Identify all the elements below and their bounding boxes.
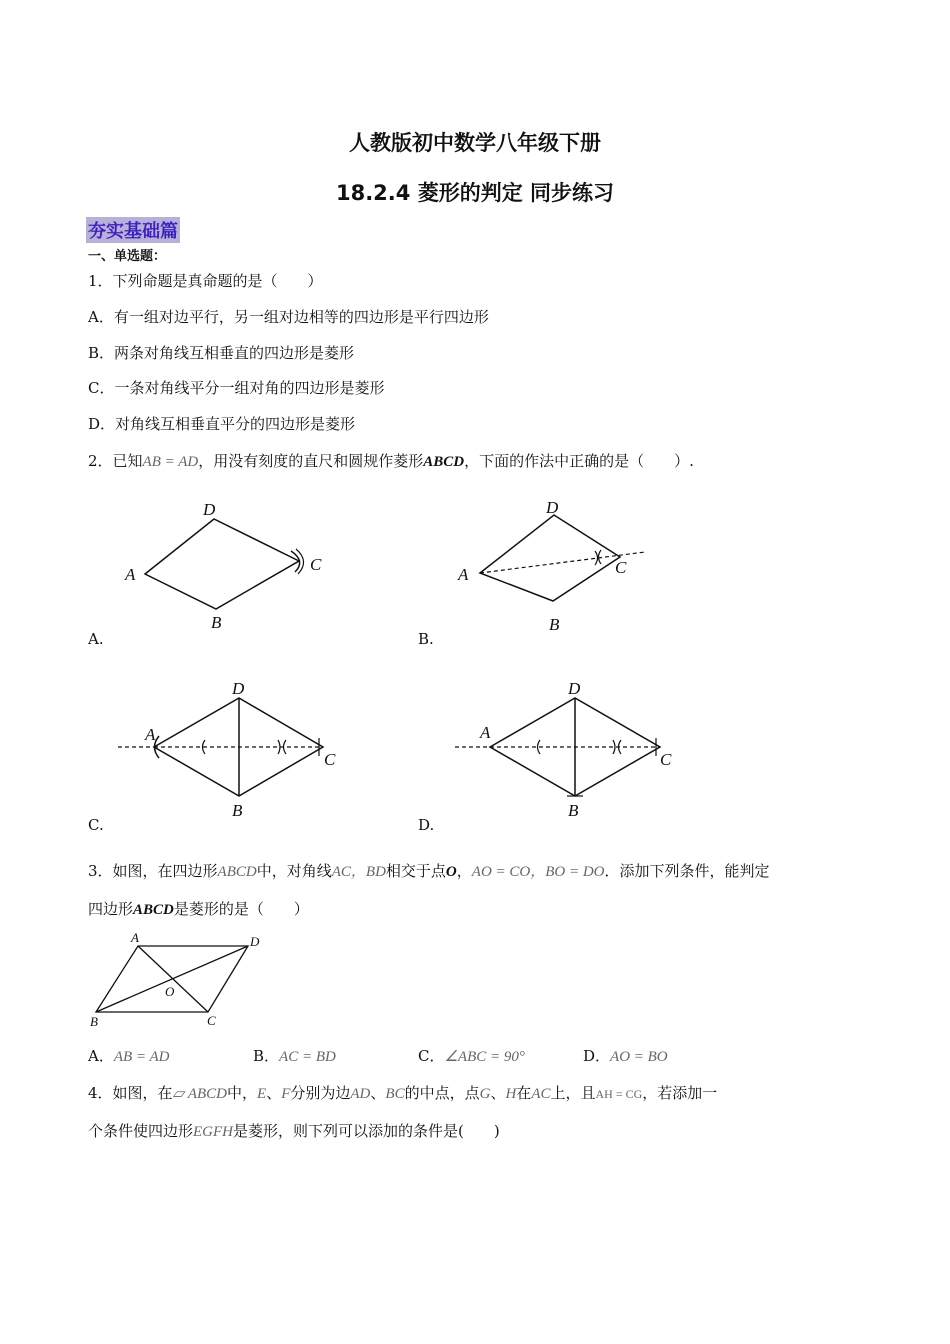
q4-stem-line2: 个条件使四边形EGFH是菱形，则下列可以添加的条件是( ): [88, 1122, 500, 1140]
q2-stem: 2．已知AB = AD，用没有刻度的直尺和圆规作菱形ABCD，下面的作法中正确的是（ ）.: [88, 452, 694, 470]
q2-option-c-label: C.: [88, 816, 104, 834]
point-d: D: [203, 500, 216, 519]
q3-figure: [88, 928, 278, 1033]
fig-point-a: A: [131, 930, 139, 945]
point-d: D: [232, 679, 245, 698]
q2-figure-d: [450, 678, 690, 823]
q1-option-c: C．一条对角线平分一组对角的四边形是菱形: [88, 379, 385, 397]
q3-option-d: D．AO = BO: [583, 1047, 668, 1065]
q3-stem-line1: 3．如图，在四边形ABCD中，对角线AC，BD相交于点O，AO = CO，BO = DO．添加下列条件，能判定: [88, 862, 770, 880]
point-b: B: [211, 613, 222, 632]
point-c: C: [324, 750, 336, 769]
page-title: 人教版初中数学八年级下册: [349, 131, 601, 155]
q3-option-b: B．AC = BD: [253, 1047, 336, 1065]
point-b: B: [568, 801, 579, 820]
q2-figure-c: [110, 678, 350, 823]
point-c: C: [615, 558, 627, 577]
q3-option-c: C．∠ABC = 90°: [418, 1047, 525, 1065]
q1-option-d: D．对角线互相垂直平分的四边形是菱形: [88, 415, 356, 433]
q2-figure-b: [450, 495, 660, 635]
q1-option-b: B．两条对角线互相垂直的四边形是菱形: [88, 344, 355, 362]
point-c: C: [660, 750, 672, 769]
q2-option-a-label: A.: [88, 630, 104, 648]
q2-figure-a: [110, 495, 340, 635]
q3-option-a: A．AB = AD: [88, 1047, 170, 1065]
q1-option-a: A．有一组对边平行，另一组对边相等的四边形是平行四边形: [88, 308, 489, 326]
section-heading: 夯实基础篇: [86, 217, 180, 243]
q4-stem-line1: 4．如图，在▱ ABCD中，E、F分别为边AD、BC的中点，点G、H在AC上，且AH = CG，若添加一: [88, 1084, 718, 1102]
fig-point-b: B: [90, 1014, 98, 1029]
point-d: D: [546, 498, 559, 517]
fig-point-d: D: [250, 934, 260, 949]
part-heading: 一、单选题：: [88, 249, 167, 264]
point-a: A: [480, 723, 491, 742]
point-a: A: [145, 725, 156, 744]
point-b: B: [232, 801, 243, 820]
q2-option-b-label: B.: [418, 630, 434, 648]
fig-point-o: O: [165, 984, 175, 999]
fig-point-c: C: [207, 1013, 216, 1028]
page-subtitle: 18.2.4 菱形的判定 同步练习: [335, 181, 615, 205]
point-b: B: [549, 615, 560, 634]
point-a: A: [458, 565, 469, 584]
point-c: C: [310, 555, 322, 574]
point-d: D: [568, 679, 581, 698]
q1-stem: 1．下列命题是真命题的是（ ）: [88, 272, 323, 290]
q3-stem-line2: 四边形ABCD是菱形的是（ ）: [88, 900, 309, 918]
point-a: A: [125, 565, 136, 584]
q2-option-d-label: D.: [418, 816, 435, 834]
